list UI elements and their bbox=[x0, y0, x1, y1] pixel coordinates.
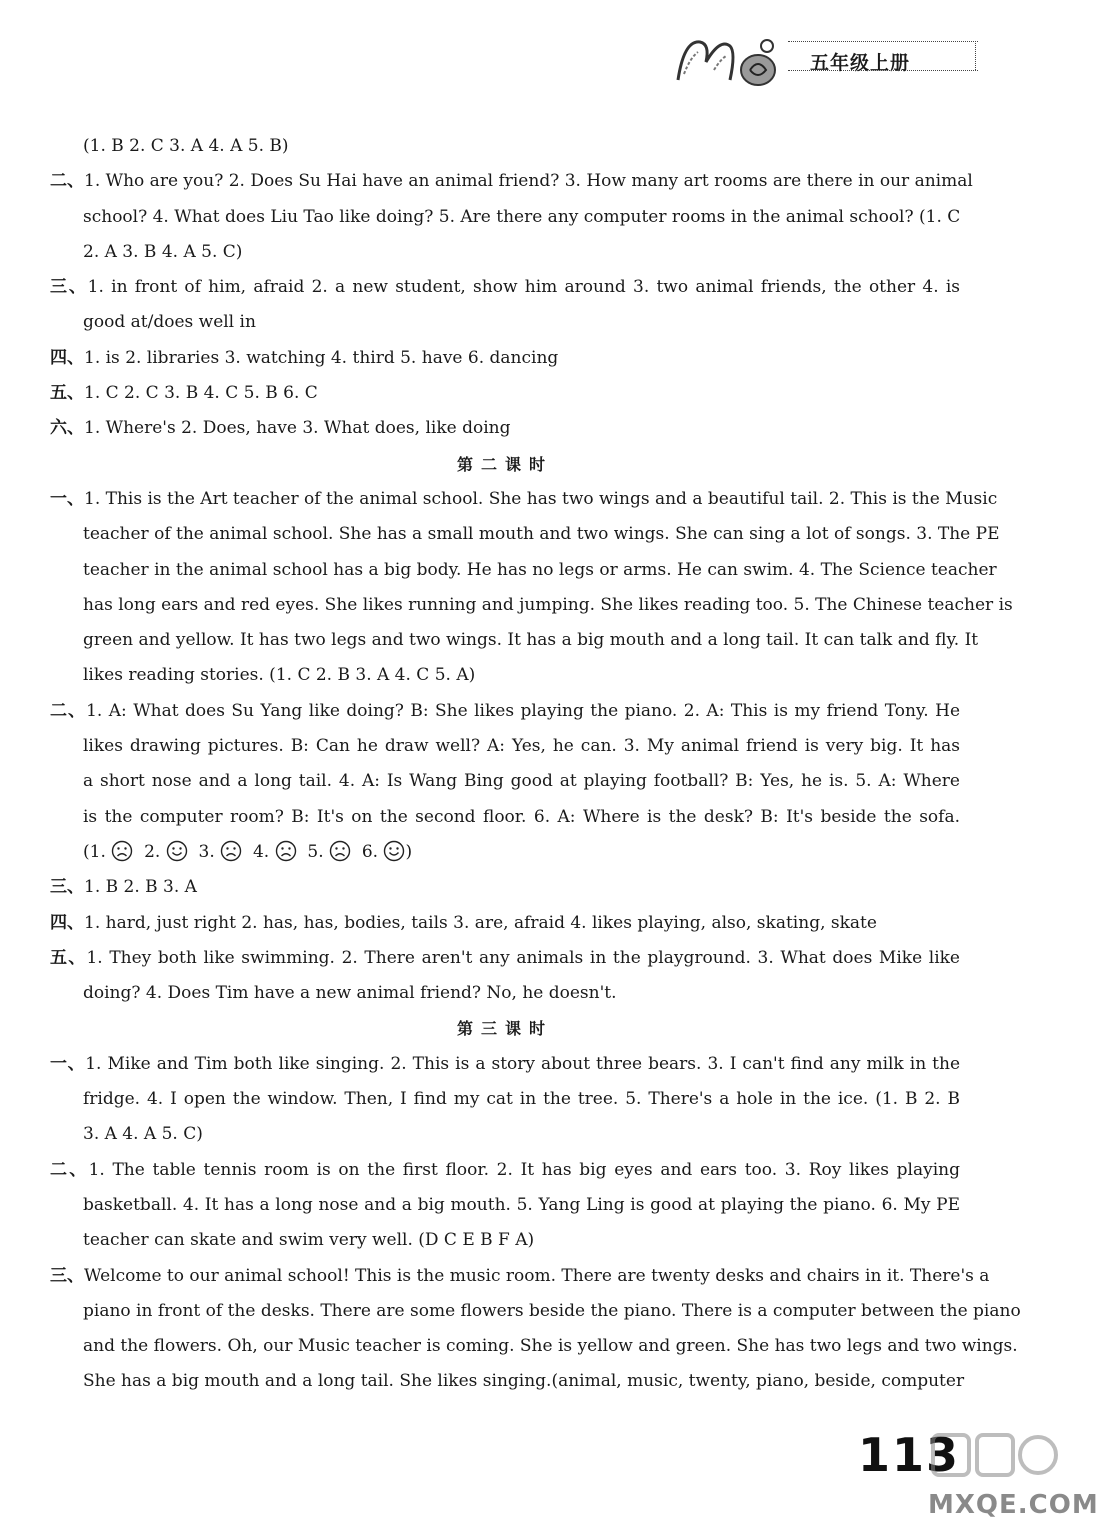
answer-text: 1. Who are you? 2. Does Su Hai have an animal friend? 3. How many art rooms are there in our animal bbox=[84, 171, 973, 192]
answer-text: 1. Where's 2. Does, have 3. What does, like doing bbox=[84, 418, 511, 439]
answer-line: a short nose and a long tail. 4. A: Is Wang Bing good at playing football? B: Yes, he is. 5. A: Where bbox=[83, 771, 960, 792]
answer-text: 1. B 2. B 3. A bbox=[84, 877, 197, 898]
answer-text: 1. hard, just right 2. has, has, bodies, tails 3. are, afraid 4. likes playing, also, skating, skate bbox=[84, 912, 877, 933]
item-number: 三、 bbox=[50, 1265, 84, 1286]
answer-line: teacher of the animal school. She has a small mouth and two wings. She can sing a lot of songs. 3. The PE bbox=[83, 524, 1000, 545]
section-heading: 第三课时 bbox=[456, 1019, 553, 1039]
answer-line: fridge. 4. I open the window. Then, I find my cat in the tree. 5. There's a hole in the ice. (1. B 2. B bbox=[83, 1089, 960, 1110]
answer-line bbox=[50, 870, 960, 905]
item-number: 五、 bbox=[50, 383, 84, 404]
answer-line: She has a big mouth and a long tail. She likes singing.(animal, music, twenty, piano, beside, computer bbox=[83, 1371, 965, 1392]
item-number: 二、 bbox=[50, 700, 87, 721]
header-rule bbox=[788, 70, 978, 71]
answer-line bbox=[50, 411, 960, 446]
face-answers bbox=[50, 835, 960, 870]
answer-line: likes reading stories. (1. C 2. B 3. A 4. C 5. A) bbox=[83, 665, 476, 686]
sad-face-icon bbox=[329, 840, 351, 862]
answer-line: doing? 4. Does Tim have a new animal friend? No, he doesn't. bbox=[83, 983, 617, 1004]
item-number: 五、 bbox=[50, 947, 87, 968]
sad-face-icon bbox=[220, 840, 242, 862]
answer-line bbox=[50, 482, 998, 517]
section-heading: 第二课时 bbox=[456, 454, 553, 474]
face-label: 5. bbox=[296, 841, 330, 862]
answer-text: 1. Mike and Tim both like singing. 2. This is a story about three bears. 3. I can't find any milk in the bbox=[85, 1053, 960, 1074]
answer-text: 1. is 2. libraries 3. watching 4. third 5. have 6. dancing bbox=[84, 347, 559, 368]
header-rule-right bbox=[975, 41, 976, 70]
answer-text: 1. C 2. C 3. B 4. C 5. B 6. C bbox=[84, 383, 318, 404]
watermark-text: MXQE.COM bbox=[928, 1490, 1099, 1520]
smiley-face-icon bbox=[383, 840, 405, 862]
answer-text: 1. This is the Art teacher of the animal school. She has two wings and a beautiful tail. 2. This is the Music bbox=[84, 488, 998, 509]
answer-text: 1. in front of him, afraid 2. a new student, show him around 3. two animal friends, the other 4. is bbox=[87, 277, 961, 298]
item-number: 三、 bbox=[50, 277, 88, 298]
answer-line: piano in front of the desks. There are some flowers beside the piano. There is a computer between the piano bbox=[83, 1300, 1021, 1321]
answer-line bbox=[50, 1259, 990, 1294]
smiley-face-icon bbox=[166, 840, 188, 862]
faces-open: ( bbox=[83, 841, 90, 862]
face-label: 6. bbox=[351, 841, 384, 862]
face-label: 4. bbox=[242, 841, 275, 862]
answer-text: 1. A: What does Su Yang like doing? B: She likes playing the piano. 2. A: This is my friend Tony. He bbox=[86, 700, 961, 721]
face-label: 1. bbox=[89, 841, 112, 862]
answer-line bbox=[50, 270, 960, 305]
item-number: 一、 bbox=[50, 1053, 86, 1074]
answer-line: 2. A 3. B 4. A 5. C) bbox=[83, 241, 243, 262]
answer-line: (1. B 2. C 3. A 4. A 5. B) bbox=[83, 136, 289, 156]
answer-line bbox=[50, 1047, 960, 1082]
answer-line: teacher in the animal school has a big body. He has no legs or arms. He can swim. 4. The Science teacher bbox=[83, 559, 997, 580]
answer-line: green and yellow. It has two legs and two wings. It has a big mouth and a long tail. It can talk and fly. It bbox=[83, 630, 979, 651]
answer-line: 3. A 4. A 5. C) bbox=[83, 1124, 203, 1145]
page-number: 113 bbox=[858, 1428, 961, 1482]
answer-line: school? 4. What does Liu Tao like doing? 5. Are there any computer rooms in the animal school? (1. C bbox=[83, 206, 961, 227]
item-number: 二、 bbox=[50, 1159, 89, 1180]
page-header bbox=[670, 30, 990, 100]
item-number: 六、 bbox=[50, 418, 84, 439]
answer-line bbox=[50, 694, 960, 729]
answer-line bbox=[50, 941, 960, 976]
answer-text: Welcome to our animal school! This is the music room. There are twenty desks and chairs in it. There's a bbox=[84, 1265, 990, 1286]
answer-text: 1. The table tennis room is on the first floor. 2. It has big eyes and ears too. 3. Roy likes playing bbox=[88, 1159, 960, 1180]
answer-line bbox=[50, 341, 960, 376]
item-number: 一、 bbox=[50, 488, 84, 509]
answer-line: and the flowers. Oh, our Music teacher is coming. She is yellow and green. She has two legs and two wings. bbox=[83, 1336, 1018, 1357]
answer-line bbox=[50, 376, 960, 411]
header-rule-top bbox=[788, 41, 978, 42]
answer-line: teacher can skate and swim very well. (D C E B F A) bbox=[83, 1230, 535, 1251]
book-logo-icon bbox=[670, 30, 790, 90]
sad-face-icon bbox=[111, 840, 133, 862]
faces-close: ) bbox=[405, 841, 413, 862]
answer-line bbox=[50, 906, 960, 941]
header-title: 五年级上册 bbox=[810, 52, 911, 74]
answer-line: good at/does well in bbox=[83, 312, 256, 333]
face-label: 2. bbox=[133, 841, 166, 862]
answer-content bbox=[50, 129, 1021, 1400]
answer-line: is the computer room? B: It's on the second floor. 6. A: Where is the desk? B: It's beside the sofa. bbox=[83, 806, 960, 827]
answer-line: likes drawing pictures. B: Can he draw well? A: Yes, he can. 3. My animal friend is very big. It has bbox=[83, 736, 960, 757]
item-number: 二、 bbox=[50, 171, 84, 192]
answer-line: has long ears and red eyes. She likes running and jumping. She likes reading too. 5. The Chinese teacher is bbox=[83, 594, 1013, 615]
face-label: 3. bbox=[187, 841, 221, 862]
answer-text: 1. They both like swimming. 2. There aren't any animals in the playground. 3. What does Mike like bbox=[86, 947, 960, 968]
item-number: 四、 bbox=[50, 912, 84, 933]
answer-line bbox=[50, 1153, 960, 1188]
answer-line bbox=[50, 164, 973, 199]
item-number: 四、 bbox=[50, 347, 84, 368]
item-number: 三、 bbox=[50, 877, 84, 898]
sad-face-icon bbox=[275, 840, 297, 862]
answer-line: basketball. 4. It has a long nose and a big mouth. 5. Yang Ling is good at playing the piano. 6. My PE bbox=[83, 1194, 960, 1215]
